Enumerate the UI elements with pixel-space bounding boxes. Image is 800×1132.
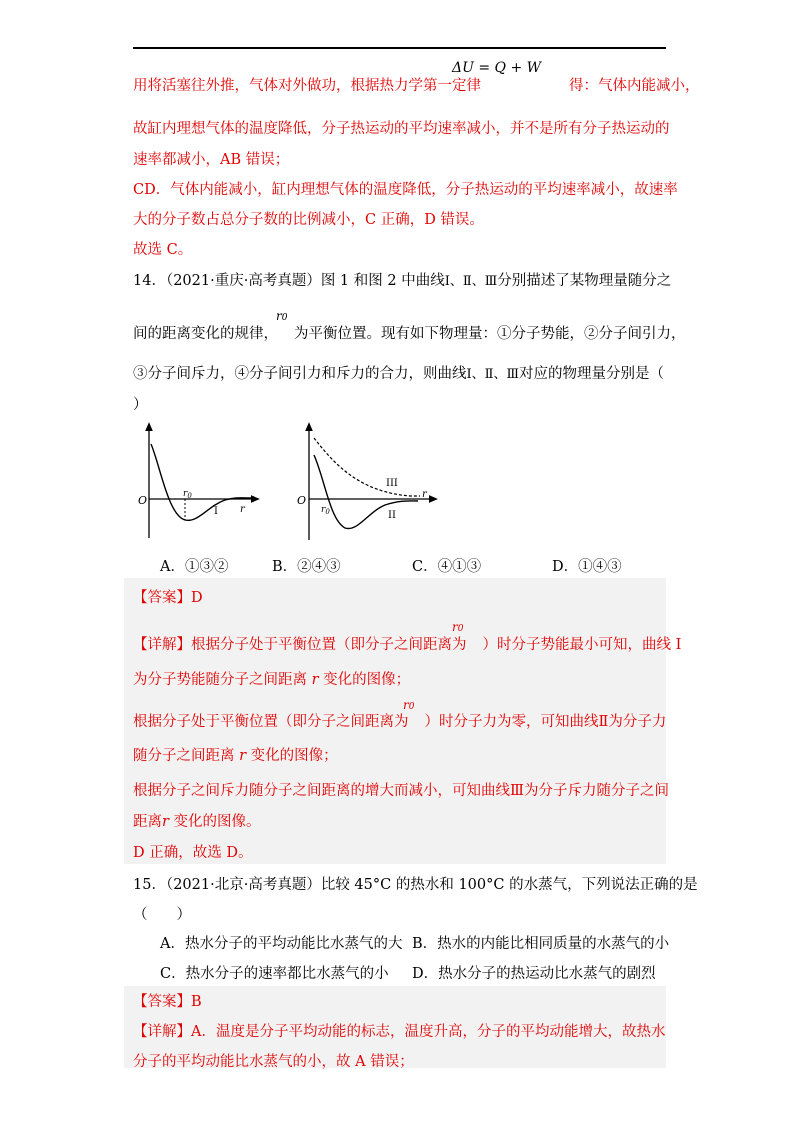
q14-option-a[interactable]: A．①③② xyxy=(160,559,229,575)
q14-line-4: ） xyxy=(133,397,148,413)
figure-1 xyxy=(130,420,260,540)
q14-detail-1: 【详解】根据分子处于平衡位置（即分子之间距离为 ）时分子势能最小可知，曲线 I xyxy=(133,637,682,653)
q15-paren: （ ） xyxy=(133,907,191,923)
q15-answer: 【答案】B xyxy=(133,994,202,1010)
q14-detail-5: 根据分子之间斥力随分子之间距离的增大而减小，可知曲线Ⅲ为分子斥力随分子之间 xyxy=(133,783,669,799)
q15-option-d[interactable]: D．热水分子的热运动比水蒸气的剧烈 xyxy=(412,966,656,982)
prev-line-6: 故选 C。 xyxy=(133,242,193,258)
fig2-origin: O xyxy=(297,494,307,507)
q14-line-3: ③分子间斥力，④分子间引力和斥力的合力，则曲线Ⅰ、Ⅱ、Ⅲ对应的物理量分别是（ xyxy=(133,366,665,382)
q14-line-2: 间的距离变化的规律， 为平衡位置。现有如下物理量：①分子势能，②分子间引力， xyxy=(133,326,686,342)
q14-line-1: 14．（2021·重庆·高考真题）图 1 和图 2 中曲线Ⅰ、Ⅱ、Ⅲ分别描述了某物理量随分之 xyxy=(133,273,672,289)
prev-line-1: 用将活塞往外推，气体对外做功，根据热力学第一定律 得：气体内能减小， xyxy=(133,78,700,94)
q15-option-b[interactable]: B．热水的内能比相同质量的水蒸气的小 xyxy=(412,936,670,952)
q14-option-b[interactable]: B．②④③ xyxy=(272,559,341,575)
prev-line-3: 速率都减小，AB 错误； xyxy=(133,152,290,168)
fig2-axis-label: r xyxy=(422,489,427,500)
q14-detail-3: 根据分子处于平衡位置（即分子之间距离为 ）时分子力为零，可知曲线Ⅱ为分子力 xyxy=(133,714,667,730)
r0-symbol-d3: r0 xyxy=(403,698,415,712)
header-rule xyxy=(133,47,666,49)
q14-answer: 【答案】D xyxy=(133,590,203,606)
q14-detail-6: 距离r 变化的图像。 xyxy=(133,814,261,830)
fig2-label-iii: III xyxy=(386,478,398,489)
fig1-curve-label: I xyxy=(214,506,218,517)
prev-line-4: CD．气体内能减小，缸内理想气体的温度降低，分子热运动的平均速率减小，故速率 xyxy=(133,182,678,198)
fig1-origin: O xyxy=(138,494,148,507)
figure-2 xyxy=(290,420,440,542)
prev-line-5: 大的分子数占总分子数的比例减小，C 正确，D 错误。 xyxy=(133,212,484,228)
prev-line-2: 故缸内理想气体的温度降低，分子热运动的平均速率减小，并不是所有分子热运动的 xyxy=(133,121,670,137)
q14-detail-7: D 正确，故选 D。 xyxy=(133,845,253,861)
q15-line-1: 15．（2021·北京·高考真题）比较 45°C 的热水和 100°C 的水蒸气，下列说法正确的是 xyxy=(133,877,698,893)
q15-option-a[interactable]: A．热水分子的平均动能比水蒸气的大 xyxy=(160,936,403,952)
fig1-axis-label: r xyxy=(240,504,245,515)
r0-symbol: r0 xyxy=(276,309,288,323)
q14-detail-4: 随分子之间距离 r 变化的图像； xyxy=(133,748,338,764)
fig2-r0: $r_0$ xyxy=(321,505,330,516)
r0-symbol-d1: r0 xyxy=(452,620,464,634)
q14-option-c[interactable]: C．④①③ xyxy=(412,559,482,575)
q15-detail-1: 【详解】A．温度是分子平均动能的标志，温度升高，分子的平均动能增大，故热水 xyxy=(133,1024,666,1040)
fig2-curve-iii xyxy=(314,438,420,496)
q14-detail-2: 为分子势能随分子之间距离 r 变化的图像； xyxy=(133,672,411,688)
formula: ΔU = Q + W xyxy=(452,60,542,76)
q15-detail-2: 分子的平均动能比水蒸气的小，故 A 错误； xyxy=(133,1054,414,1070)
fig2-curve-ii xyxy=(314,455,418,529)
fig1-r0: $r_0$ xyxy=(183,489,192,500)
q15-option-c[interactable]: C．热水分子的速率都比水蒸气的小 xyxy=(160,966,389,982)
fig2-label-ii: II xyxy=(388,510,396,521)
fig1-curve-i xyxy=(151,444,253,520)
q14-option-d[interactable]: D．①④③ xyxy=(552,559,622,575)
